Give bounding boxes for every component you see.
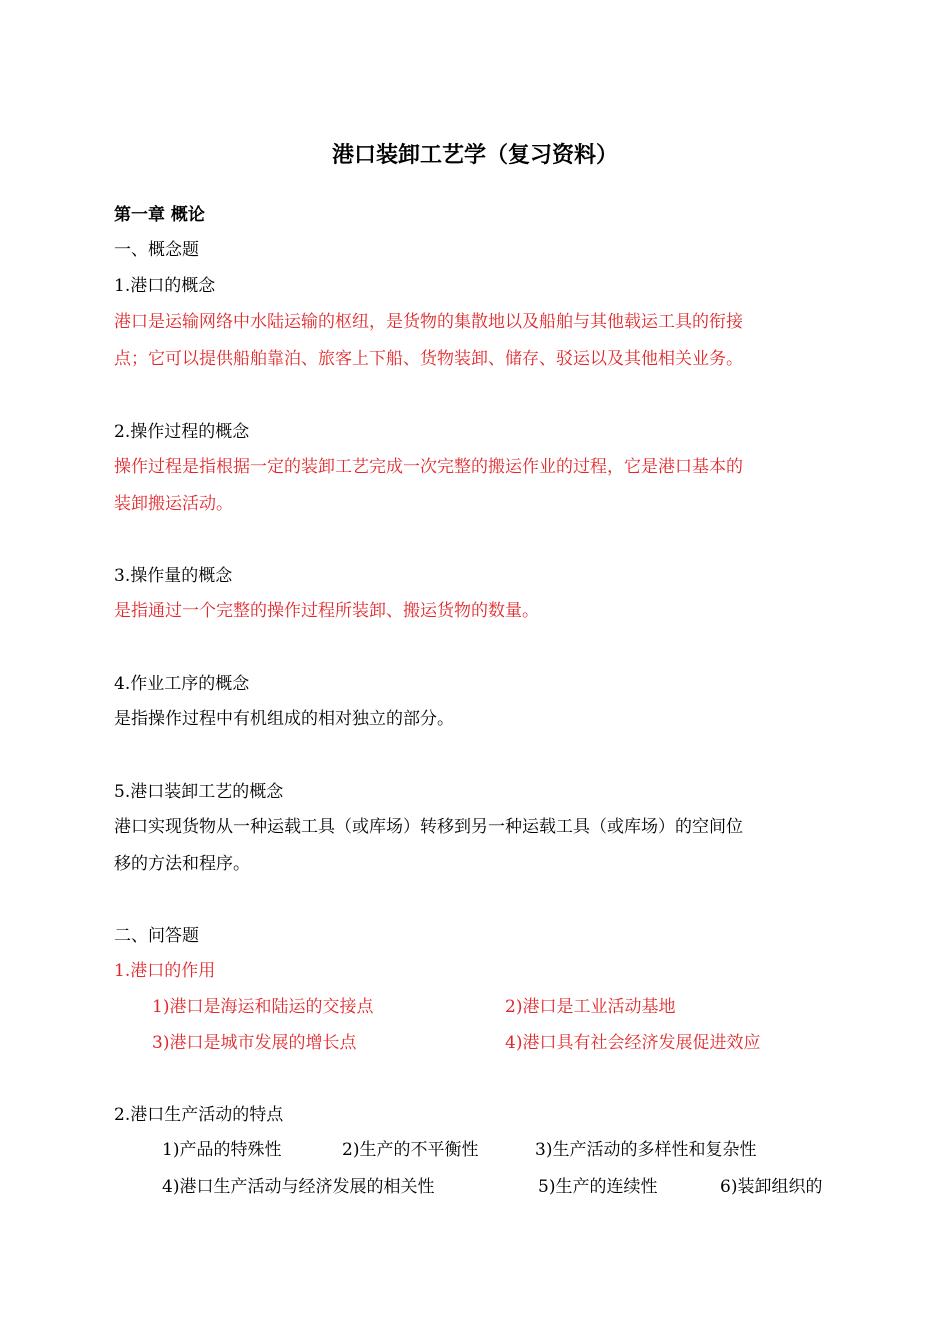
section-heading: 一、概念题	[114, 240, 199, 260]
chapter-heading: 第一章 概论	[114, 205, 205, 225]
question-label: 2.港口生产活动的特点	[114, 1105, 284, 1125]
answer-point: 6)装卸组织的	[720, 1177, 823, 1197]
question-label: 1.港口的作用	[114, 961, 216, 981]
concept-label: 5.港口装卸工艺的概念	[114, 782, 284, 802]
concept-answer-line: 是指操作过程中有机组成的相对独立的部分。	[114, 709, 454, 729]
answer-point: 2)港口是工业活动基地	[505, 997, 676, 1017]
concept-label: 1.港口的概念	[114, 276, 216, 296]
answer-point: 4)港口生产活动与经济发展的相关性	[162, 1177, 435, 1197]
answer-point: 3)港口是城市发展的增长点	[152, 1033, 357, 1053]
concept-answer-line: 点；它可以提供船舶靠泊、旅客上下船、货物装卸、储存、驳运以及其他相关业务。	[114, 349, 743, 369]
document-title: 港口装卸工艺学（复习资料）	[331, 143, 618, 168]
answer-point: 2)生产的不平衡性	[342, 1140, 479, 1160]
concept-answer-line: 港口实现货物从一种运载工具（或库场）转移到另一种运载工具（或库场）的空间位	[114, 817, 743, 837]
concept-answer-line: 移的方法和程序。	[114, 854, 250, 874]
answer-point: 1)港口是海运和陆运的交接点	[152, 997, 374, 1017]
concept-label: 2.操作过程的概念	[114, 422, 250, 442]
section-heading: 二、问答题	[114, 926, 199, 946]
answer-point: 5)生产的连续性	[538, 1177, 658, 1197]
concept-answer-line: 是指通过一个完整的操作过程所装卸、搬运货物的数量。	[114, 601, 539, 621]
concept-answer-line: 港口是运输网络中水陆运输的枢纽，是货物的集散地以及船舶与其他载运工具的衔接	[114, 312, 743, 332]
concept-label: 4.作业工序的概念	[114, 674, 250, 694]
concept-answer-line: 操作过程是指根据一定的装卸工艺完成一次完整的搬运作业的过程，它是港口基本的	[114, 457, 743, 477]
concept-answer-line: 装卸搬运活动。	[114, 494, 233, 514]
answer-point: 1)产品的特殊性	[162, 1140, 282, 1160]
answer-point: 3)生产活动的多样性和复杂性	[535, 1140, 757, 1160]
answer-point: 4)港口具有社会经济发展促进效应	[505, 1033, 761, 1053]
concept-label: 3.操作量的概念	[114, 566, 233, 586]
